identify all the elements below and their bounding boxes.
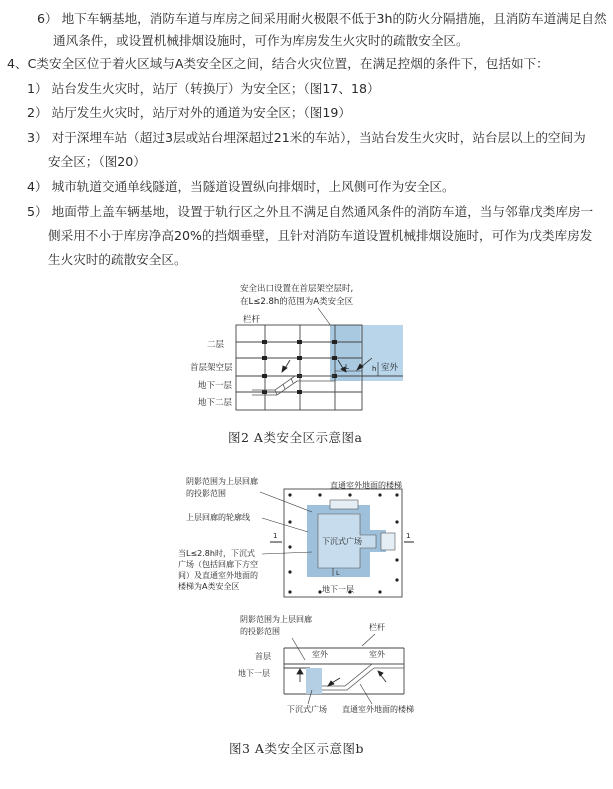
- para-4-heading: 4、C类安全区位于着火区域与A类安全区之间，结合火灾位置，在满足控烟的条件下，包括如下：: [7, 56, 549, 71]
- fig3-rule-line-1: 当L≤2.8h时，下沉式: [178, 549, 255, 558]
- fig2-callout-line-2: 在L≤2.8h的范围为A类安全区: [240, 297, 354, 307]
- fig3-railing-leader: [362, 634, 375, 646]
- fig2-floor-b1: 地下一层: [198, 381, 233, 391]
- fig3-stair-top: [330, 500, 358, 509]
- fig3-shade2-line-2: 的投影范围: [240, 627, 280, 636]
- list-item-3-line-2: 安全区；（图20）: [48, 154, 146, 169]
- fig3-outdoor-label-1: 室外: [312, 650, 328, 659]
- fig3-shade-line-2: 的投影范围: [186, 489, 226, 498]
- figure-2-caption: 图2 A类安全区示意图a: [228, 430, 363, 445]
- list-item-2: 2） 站厅发生火灾时，站厅对外的通道为安全区；（图19）: [27, 105, 351, 120]
- fig3-section-no-right: 1: [406, 532, 411, 540]
- figure-2-diagram: [0, 278, 613, 418]
- list-item-5-line-2: 侧采用不小于库房净高20%的挡烟垂壁，且针对消防车道设置机械排烟设施时，可作为戊类库房发: [48, 228, 593, 243]
- fig3-shade2-line-1: 阴影范围为上层回廊: [240, 615, 312, 624]
- fig2-label-L: L: [345, 363, 349, 371]
- fig3-stair-right: [381, 533, 395, 550]
- para-6-line-1: 6） 地下车辆基地，消防车道与库房之间采用耐火极限不低于3h的防火分隔措施，且消防车道满足自然: [37, 11, 607, 26]
- fig2-label-h: h: [372, 365, 377, 373]
- fig2-floor-2: 二层: [207, 340, 225, 350]
- list-item-4: 4） 城市轨道交通单线隧道，当隧道设置纵向排烟时，上风侧可作为安全区。: [27, 179, 455, 194]
- figure-3-caption: 图3 A类安全区示意图b: [229, 741, 364, 756]
- fig3-stair-bottom-label: 直通室外地面的楼梯: [342, 705, 414, 714]
- list-item-1: 1） 站台发生火灾时，站厅（转换厅）为安全区；（图17、18）: [27, 81, 380, 96]
- fig3-shade2-leader: [292, 638, 305, 660]
- fig2-outdoor-label: 室外: [381, 363, 399, 373]
- fig3-label-L: L: [336, 569, 340, 577]
- list-item-5-line-1: 5） 地面带上盖车辆基地，设置于轨行区之外且不满足自然通风条件的消防车道，当与邻靠戊类库房一: [27, 204, 594, 219]
- fig3-leaders: [260, 492, 312, 554]
- fig2-callout-line-1: 安全出口设置在首层架空层时,: [240, 284, 354, 294]
- fig2-floor-b2: 地下二层: [198, 398, 233, 408]
- fig3-b1-label: 地下一层: [322, 585, 354, 594]
- fig3-section-stair: [322, 664, 404, 690]
- fig3-stair-top-label: 直通室外地面的楼梯: [330, 481, 402, 490]
- fig2-floor-ground: 首层架空层: [190, 363, 233, 373]
- fig3-outline-label: 上层回廊的轮廓线: [186, 513, 250, 522]
- fig3-rule-line-3: 间）及直通室外地面的: [178, 571, 258, 580]
- figure-3-plan-diagram: [0, 472, 613, 612]
- fig3-b1-section-label: 地下一层: [238, 669, 270, 678]
- para-6-line-2: 通风条件，或设置机械排烟设施时，可作为库房发生火灾时的疏散安全区。: [53, 33, 469, 48]
- fig3-section-no-left: 1: [273, 532, 278, 540]
- fig3-plaza-label: 下沉式广场: [322, 537, 362, 546]
- list-item-5-line-3: 生火灾时的疏散安全区。: [48, 252, 187, 267]
- figure-3-section-diagram: [0, 612, 613, 722]
- list-item-3-line-1: 3） 对于深埋车站（超过3层或站台埋深超过21米的车站），当站台发生火灾时，站台层以上的空间为: [27, 130, 586, 145]
- fig3-rule-line-4: 楼梯为A类安全区: [178, 582, 240, 591]
- fig3-ground-label: 首层: [255, 652, 271, 661]
- fig3-plaza-bottom-label: 下沉式广场: [287, 705, 327, 714]
- fig2-railing-label: 栏杆: [243, 315, 261, 325]
- fig3-section-shade: [306, 668, 322, 694]
- fig3-rule-line-2: 广场（包括回廊下方空: [178, 560, 258, 569]
- fig3-railing-label: 栏杆: [369, 623, 385, 632]
- fig2-column-marks: [262, 340, 337, 394]
- fig3-shade-line-1: 阴影范围为上层回廊: [186, 477, 258, 486]
- fig3-outdoor-label-2: 室外: [369, 650, 385, 659]
